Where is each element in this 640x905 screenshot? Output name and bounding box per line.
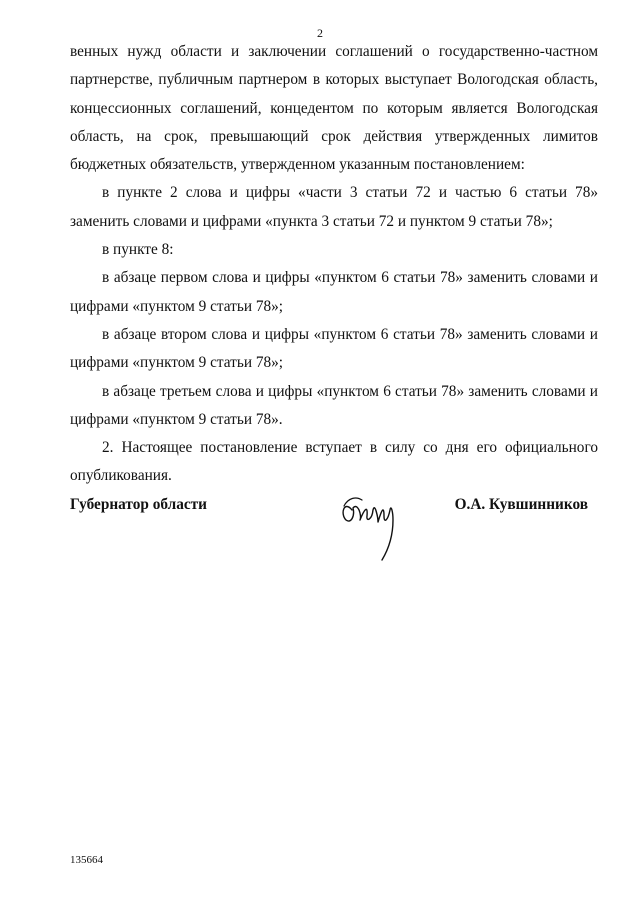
paragraph-third-abzac: в абзаце третьем слова и цифры «пунктом 6 статьи 78» заменить словами и цифрами «пунктом 9 статьи 78». bbox=[70, 382, 598, 428]
paragraph-second-abzac: в абзаце втором слова и цифры «пунктом 6 статьи 78» заменить словами и цифрами «пунктом 9 статьи 78»; bbox=[70, 325, 598, 372]
signatory-name: О.А. Кувшинников bbox=[454, 496, 588, 513]
paragraph-continuation: венных нужд области и заключении соглашений о государственно-частном партнерстве, публичным партнером в которых выступает Вологодская область, концессионных соглашений, концедентом по которым является Вологодская область, на срок, превышающий срок действия утвержденных лимитов бюджетных обязательств, утвержденном указанным постановлением: bbox=[70, 43, 598, 174]
page-number: 2 bbox=[317, 26, 323, 40]
signature-block bbox=[70, 480, 598, 570]
document-code: 135664 bbox=[70, 854, 103, 866]
handwritten-signature-icon bbox=[338, 480, 408, 564]
document-body bbox=[70, 38, 598, 491]
paragraph-first-abzac: в абзаце первом слова и цифры «пунктом 6 статьи 78» заменить словами и цифрами «пунктом 9 статьи 78»; bbox=[70, 269, 598, 315]
signatory-title: Губернатор области bbox=[70, 496, 207, 513]
paragraph-point-2: в пункте 2 слова и цифры «части 3 статьи 72 и частью 6 статьи 78» заменить словами и цифрами «пункта 3 статьи 72 и пунктом 9 статьи 78»; bbox=[70, 184, 598, 230]
paragraph-entry-into-force: 2. Настоящее постановление вступает в силу со дня его официального опубликования. bbox=[70, 439, 598, 485]
paragraph-point-8: в пункте 8: bbox=[102, 241, 174, 259]
